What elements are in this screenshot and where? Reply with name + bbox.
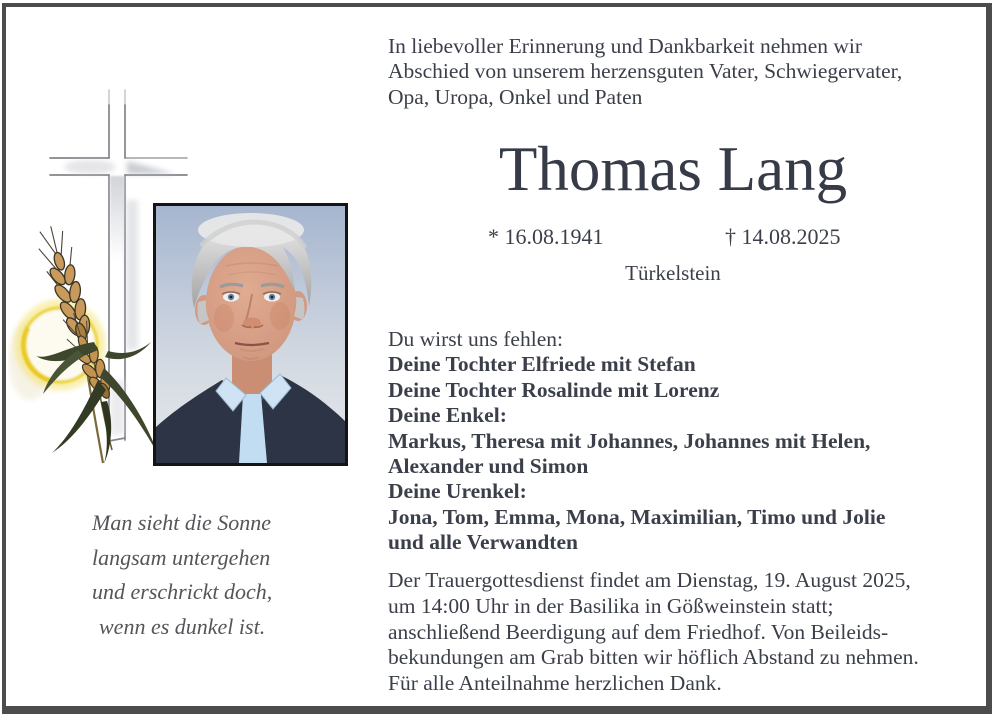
farewell-line: Du wirst uns fehlen: [388, 327, 563, 351]
deceased-name: Thomas Lang [498, 134, 848, 204]
intro-line: Opa, Uropa, Onkel und Paten [388, 84, 643, 109]
service-line: um 14:00 Uhr in der Basilika in Gößweinstein statt; [388, 593, 834, 618]
service-line: Für alle Anteilnahme herzlichen Dank. [388, 671, 722, 696]
mourner-line: und alle Verwandten [388, 530, 578, 555]
service-line: bekundungen am Grab bitten wir höflich Abstand zu nehmen. [388, 645, 919, 670]
obituary-intro [388, 34, 902, 110]
poem-line: und erschrickt doch, [92, 579, 273, 604]
poem-line: Man sieht die Sonne [92, 510, 272, 535]
memorial-poem [92, 506, 332, 644]
mourner-line: Deine Urenkel: [388, 479, 527, 504]
poem-line: wenn es dunkel ist. [99, 613, 266, 639]
place-name: Türkelstein [625, 261, 721, 285]
poem-line: langsam untergehen [92, 544, 271, 570]
mourner-line: Deine Enkel: [388, 403, 507, 428]
service-line: Der Trauergottesdienst findet am Dienstag, 19. August 2025, [388, 568, 911, 592]
intro-line: In liebevoller Erinnerung und Dankbarkeit nehmen wir [388, 34, 863, 58]
portrait-photo [153, 203, 348, 466]
mourner-line: Deine Tochter Elfriede mit Stefan [388, 352, 696, 377]
mourner-line: Alexander und Simon [388, 454, 589, 479]
mourner-line: Jona, Tom, Emma, Mona, Maximilian, Timo und Jolie [388, 504, 886, 529]
life-dates [388, 224, 958, 254]
mourner-line: Deine Tochter Rosalinde mit Lorenz [388, 377, 720, 402]
mourners-block [388, 327, 885, 556]
intro-line: Abschied von unserem herzensguten Vater, Schwiegervater, [388, 59, 903, 84]
birth-date: * 16.08.1941 [488, 224, 604, 249]
service-line: anschließend Beerdigung auf dem Friedhof. Von Beileids- [388, 619, 889, 644]
mourner-line: Markus, Theresa mit Johannes, Johannes mit Helen, [388, 428, 871, 453]
death-date: † 14.08.2025 [725, 224, 841, 249]
service-info-block [388, 568, 919, 697]
